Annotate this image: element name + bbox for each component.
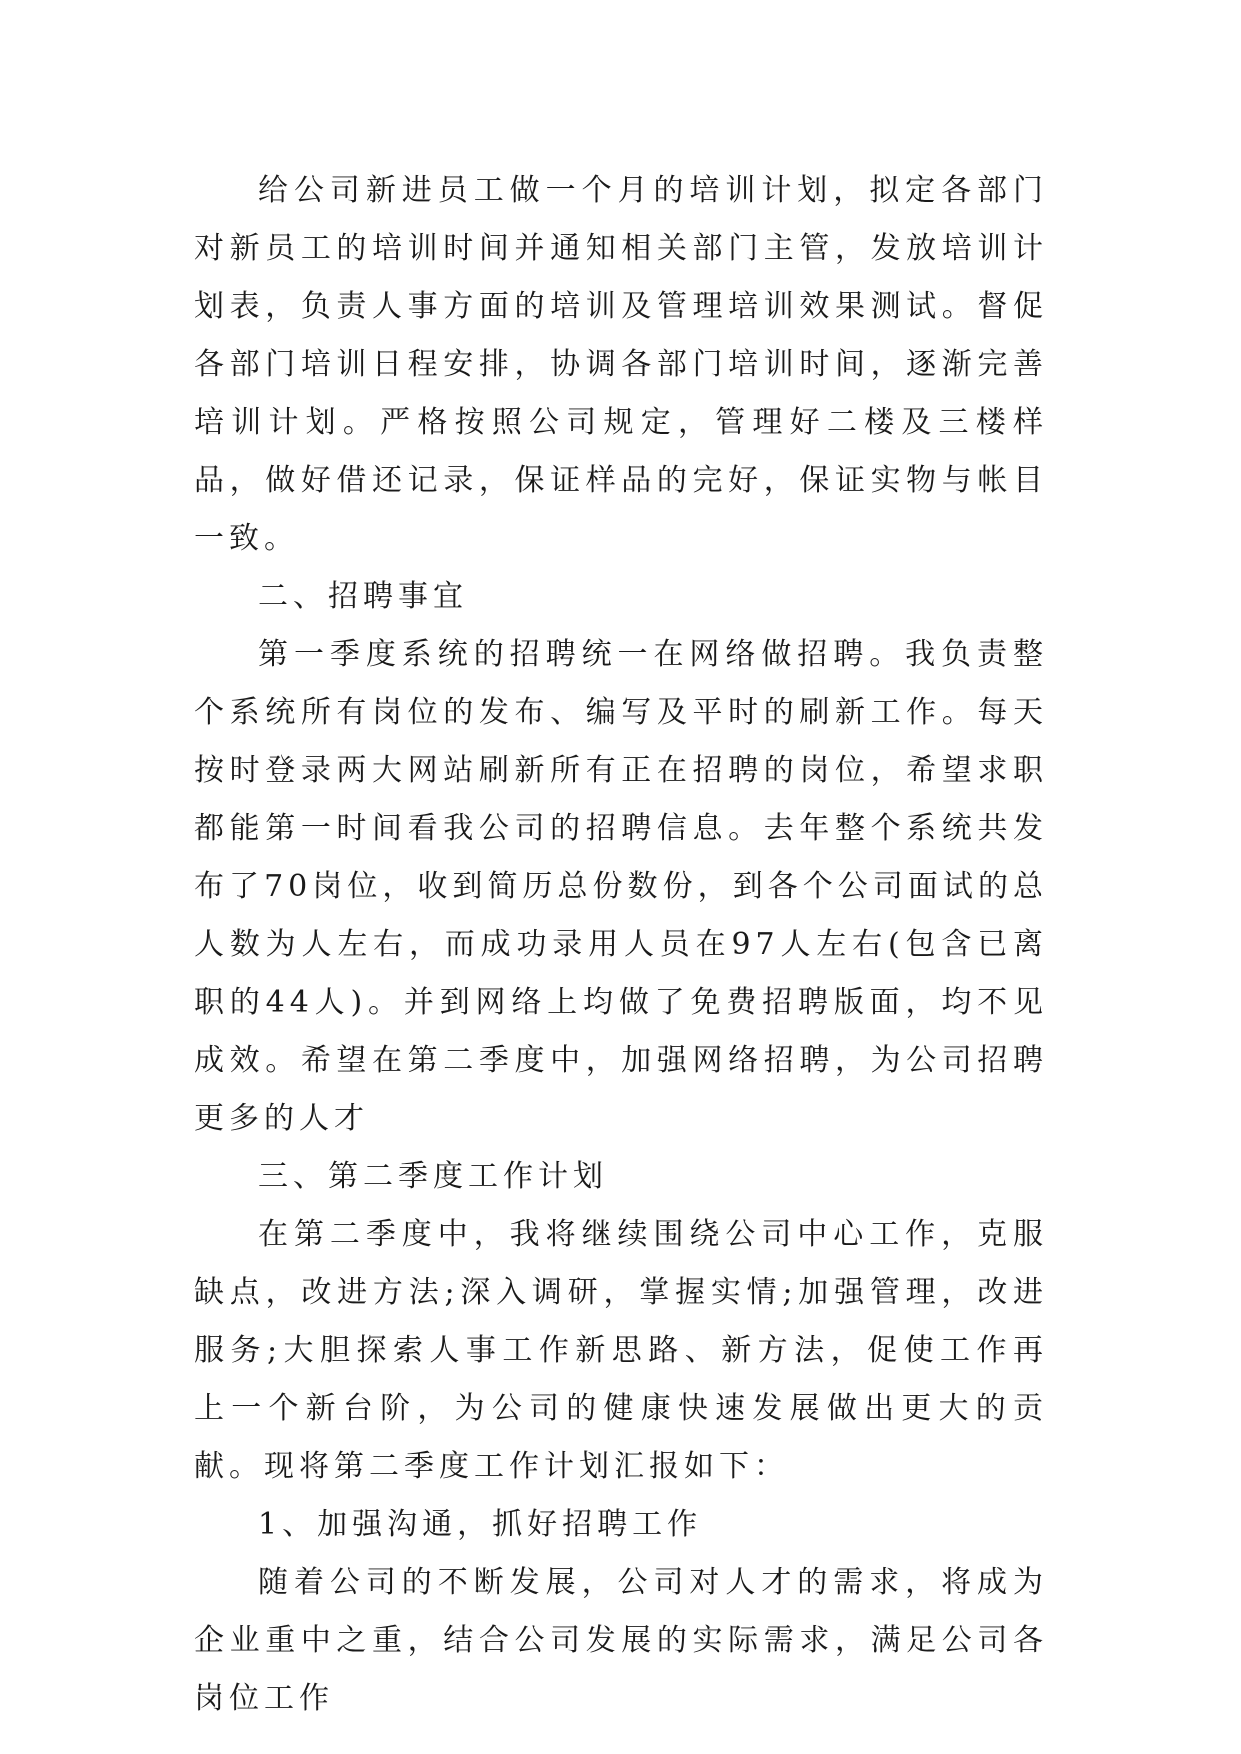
paragraph-talent-demand: 随着公司的不断发展，公司对人才的需求，将成为企业重中之重，结合公司发展的实际需求，满足公司各岗位工作 [194,1565,1048,1716]
heading-q2-plan: 三、第二季度工作计划 [258,1159,608,1194]
paragraph-q2-plan: 在第二季度中，我将继续围绕公司中心工作，克服缺点，改进方法;深入调研，掌握实情;加强管理，改进服务;大胆探索人事工作新思路、新方法，促使工作再上一个新台阶，为公司的健康快速发展做出更大的贡献。现将第二季度工作计划汇报如下： [194,1217,1048,1484]
heading-communication: 1、加强沟通，抓好招聘工作 [258,1507,703,1542]
heading-recruitment: 二、招聘事宜 [258,579,468,614]
paragraph-recruitment: 第一季度系统的招聘统一在网络做招聘。我负责整个系统所有岗位的发布、编写及平时的刷新工作。每天按时登录两大网站刷新所有正在招聘的岗位，希望求职都能第一时间看我公司的招聘信息。去年整个系统共发布了70岗位，收到简历总份数份，到各个公司面试的总人数为人左右，而成功录用人员在97人左右(包含已离职的44人)。并到网络上均做了免费招聘版面，均不见成效。希望在第二季度中，加强网络招聘，为公司招聘更多的人才 [194,637,1048,1136]
document-body [194,162,1048,1728]
paragraph-training-plan: 给公司新进员工做一个月的培训计划，拟定各部门对新员工的培训时间并通知相关部门主管，发放培训计划表，负责人事方面的培训及管理培训效果测试。督促各部门培训日程安排，协调各部门培训时间，逐渐完善培训计划。严格按照公司规定，管理好二楼及三楼样品，做好借还记录，保证样品的完好，保证实物与帐目一致。 [194,173,1048,556]
